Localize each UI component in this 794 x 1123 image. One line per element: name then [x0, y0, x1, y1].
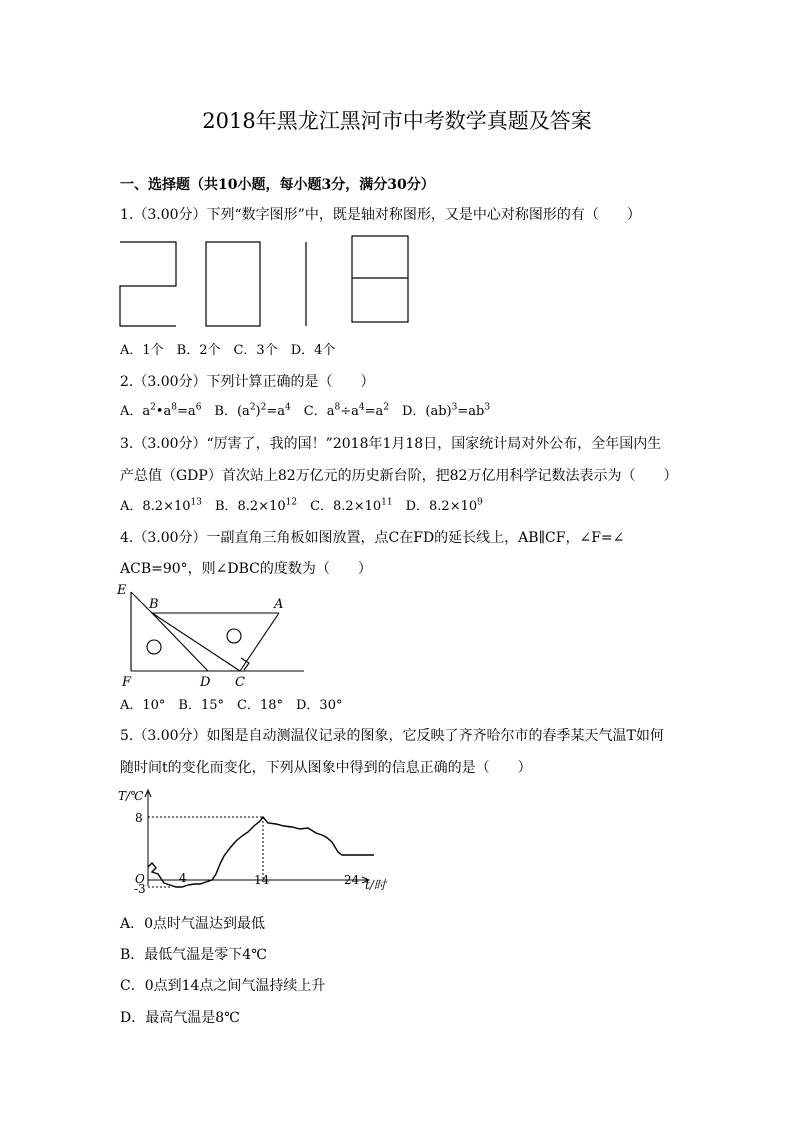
- q5-option-c: C．0点到14点之间气温持续上升: [120, 978, 326, 994]
- ytick-8: 8: [135, 811, 143, 825]
- xtick-14: 14: [254, 873, 270, 887]
- q5-line1: 5.（3.00分）如图是自动测温仪记录的图象，它反映了齐齐哈尔市的春季某天气温T如何: [120, 728, 664, 744]
- digit-2-figure: [120, 242, 176, 326]
- xtick-24: 24: [344, 873, 360, 887]
- q5-option-b: B．最低气温是零下4℃: [120, 947, 267, 963]
- ytick-minus3: -3: [134, 882, 146, 894]
- label-a: A: [274, 597, 284, 612]
- q1-options: A．1个 B．2个 C．3个 D．4个: [120, 343, 336, 358]
- q2-stem: 2.（3.00分）下列计算正确的是（ ）: [120, 374, 375, 390]
- q4-line2: ACB=90°，则∠DBC的度数为（ ）: [120, 561, 372, 577]
- q5-temperature-graph: [112, 786, 397, 894]
- triangle-hole-right: [227, 629, 241, 643]
- x-axis-label: t/时: [365, 878, 386, 892]
- page-title: 2018年黑龙江黑河市中考数学真题及答案: [202, 109, 592, 133]
- label-e: E: [117, 583, 127, 598]
- q4-triangle-figure: [114, 580, 310, 692]
- q1-digit-figures: [118, 234, 414, 330]
- q5-option-d: D．最高气温是8℃: [120, 1010, 240, 1026]
- q5-option-a: A．0点时气温达到最低: [120, 916, 266, 932]
- triangle-hole-left: [147, 640, 161, 654]
- q3-options: A．$8.2\times 10^{13}$ B．$8.2\times 10^{12}$ C．$8.2\times 10^{11}$ D．$8.2\times 10^9$: [120, 497, 483, 514]
- digit-0-figure: [206, 242, 260, 326]
- q3-line2: 产总值（GDP）首次站上82万亿元的历史新台阶，把82万亿用科学记数法表示为（ ）: [120, 468, 678, 484]
- label-d: D: [200, 675, 211, 690]
- y-axis-label: T/℃: [118, 789, 144, 803]
- q2-options: A．$a^2•a^8=a^6$ B．$(a^2)^2=a^4$ C．$a^8\div a^4=a^2$ D．$(ab)^3=ab^3$: [120, 402, 491, 419]
- q4-options: A．10° B．15° C．18° D．30°: [120, 698, 343, 713]
- q1-stem: 1.（3.00分）下列“数字图形”中，既是轴对称图形，又是中心对称图形的有（ ）: [120, 207, 641, 223]
- label-c: C: [235, 675, 245, 690]
- line-ac: [240, 613, 279, 671]
- q5-line2: 随时间t的变化而变化，下列从图象中得到的信息正确的是（ ）: [120, 760, 532, 776]
- q3-line1: 3.（3.00分）“厉害了，我的国！”2018年1月18日，国家统计局对外公布，全年国内生: [120, 436, 662, 452]
- section-heading: 一、选择题（共10小题，每小题3分，满分30分）: [120, 177, 435, 193]
- label-f: F: [122, 675, 132, 690]
- q4-line1: 4.（3.00分）一副直角三角板如图放置，点C在FD的延长线上，AB∥CF，∠F=∠: [120, 530, 625, 546]
- digit-8-figure: [352, 236, 408, 322]
- line-bd: [152, 613, 208, 671]
- label-b: B: [149, 597, 159, 612]
- line-bc: [152, 613, 240, 671]
- origin-label: O: [135, 872, 145, 886]
- xtick-4: 4: [179, 871, 187, 885]
